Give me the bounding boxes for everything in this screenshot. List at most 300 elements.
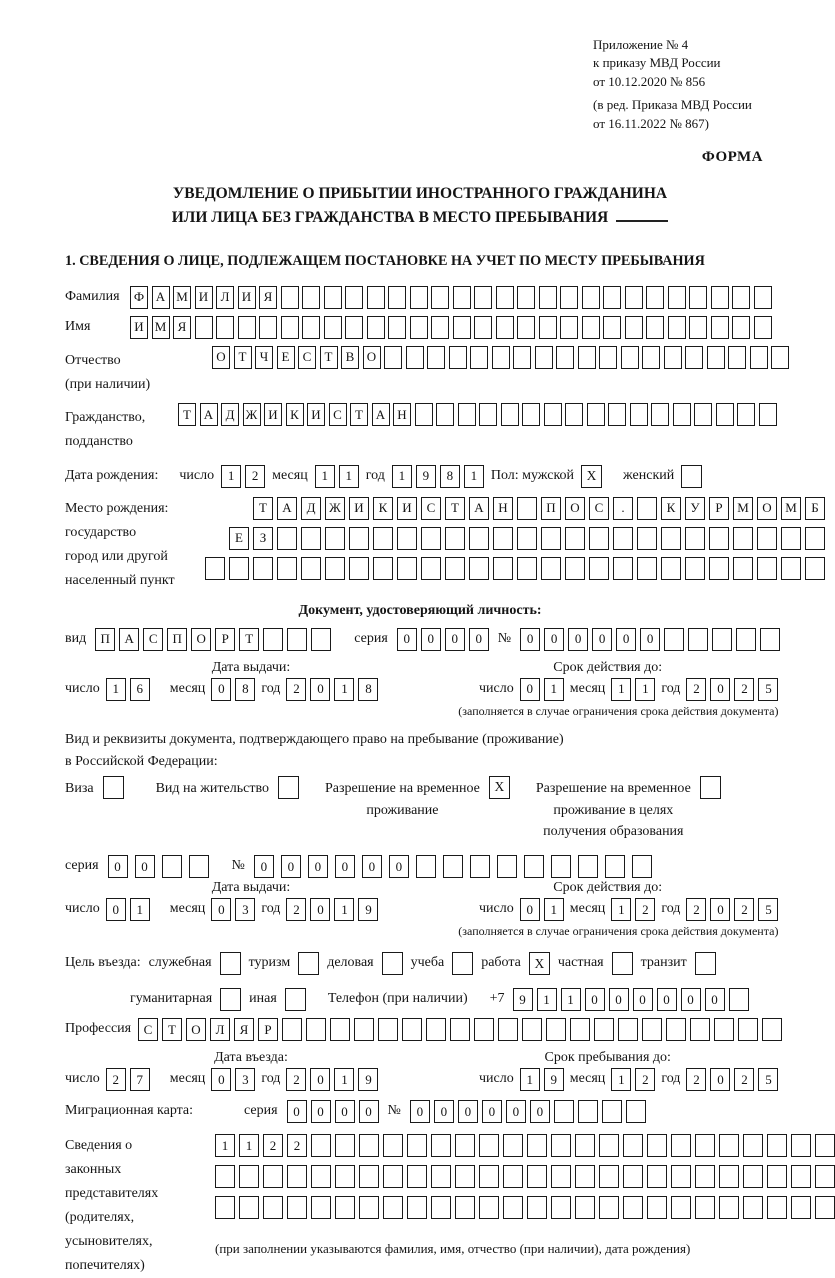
char-cell[interactable]: А	[277, 497, 297, 520]
char-cell[interactable]	[575, 1196, 595, 1219]
char-cell[interactable]	[599, 1134, 619, 1157]
char-cell[interactable]	[709, 527, 729, 550]
char-cell[interactable]	[560, 286, 578, 309]
char-cell[interactable]: 0	[681, 988, 701, 1011]
char-cell[interactable]	[517, 286, 535, 309]
char-cell[interactable]: 1	[334, 1068, 354, 1091]
char-cell[interactable]: 0	[616, 628, 636, 651]
char-cell[interactable]	[427, 346, 445, 369]
char-cell[interactable]: 1	[537, 988, 557, 1011]
char-cell[interactable]	[287, 628, 307, 651]
char-cell[interactable]	[743, 1134, 763, 1157]
char-cell[interactable]: Р	[709, 497, 729, 520]
char-cell[interactable]	[642, 1018, 662, 1041]
char-cell[interactable]	[578, 1100, 598, 1123]
char-cell[interactable]	[608, 403, 626, 426]
char-cell[interactable]	[527, 1196, 547, 1219]
char-cell[interactable]	[311, 1196, 331, 1219]
char-cell[interactable]: 0	[211, 898, 231, 921]
char-cell[interactable]	[767, 1134, 787, 1157]
char-cell[interactable]	[402, 1018, 422, 1041]
char-cell[interactable]: 2	[286, 898, 306, 921]
char-cell[interactable]: 0	[520, 898, 540, 921]
char-cell[interactable]	[503, 1165, 523, 1188]
char-cell[interactable]	[373, 527, 393, 550]
char-cell[interactable]	[815, 1196, 835, 1219]
char-cell[interactable]	[524, 855, 544, 878]
char-cell[interactable]: 1	[334, 898, 354, 921]
char-cell[interactable]: И	[349, 497, 369, 520]
char-cell[interactable]: 2	[106, 1068, 126, 1091]
char-cell[interactable]: Т	[178, 403, 196, 426]
char-cell[interactable]	[791, 1165, 811, 1188]
char-cell[interactable]	[582, 316, 600, 339]
char-cell[interactable]: 1	[544, 678, 564, 701]
char-cell[interactable]	[384, 346, 402, 369]
char-cell[interactable]	[707, 346, 725, 369]
char-cell[interactable]	[453, 286, 471, 309]
char-cell[interactable]	[458, 403, 476, 426]
char-cell[interactable]: Е	[229, 527, 249, 550]
char-cell[interactable]	[431, 286, 449, 309]
char-cell[interactable]: И	[307, 403, 325, 426]
char-cell[interactable]: У	[685, 497, 705, 520]
char-cell[interactable]	[605, 855, 625, 878]
char-cell[interactable]	[470, 346, 488, 369]
char-cell[interactable]: М	[781, 497, 801, 520]
char-cell[interactable]	[589, 557, 609, 580]
char-cell[interactable]	[738, 1018, 758, 1041]
char-cell[interactable]	[359, 1134, 379, 1157]
char-cell[interactable]	[383, 1165, 403, 1188]
char-cell[interactable]	[263, 628, 283, 651]
char-cell[interactable]: 2	[245, 465, 265, 488]
char-cell[interactable]	[253, 557, 273, 580]
char-cell[interactable]	[498, 1018, 518, 1041]
char-cell[interactable]	[743, 1165, 763, 1188]
char-cell[interactable]: П	[167, 628, 187, 651]
char-cell[interactable]: И	[195, 286, 213, 309]
char-cell[interactable]: 0	[310, 678, 330, 701]
char-cell[interactable]	[431, 316, 449, 339]
char-cell[interactable]	[239, 1196, 259, 1219]
char-cell[interactable]: А	[469, 497, 489, 520]
char-cell[interactable]	[301, 527, 321, 550]
char-cell[interactable]: 0	[657, 988, 677, 1011]
char-cell[interactable]	[496, 286, 514, 309]
char-cell[interactable]	[496, 316, 514, 339]
char-cell[interactable]	[407, 1196, 427, 1219]
char-cell[interactable]: Н	[493, 497, 513, 520]
char-cell[interactable]: А	[119, 628, 139, 651]
char-cell[interactable]	[281, 286, 299, 309]
char-cell[interactable]	[325, 557, 345, 580]
char-cell[interactable]: О	[757, 497, 777, 520]
char-cell[interactable]	[527, 1165, 547, 1188]
char-cell[interactable]: 6	[130, 678, 150, 701]
char-cell[interactable]: С	[589, 497, 609, 520]
char-cell[interactable]	[695, 1196, 715, 1219]
char-cell[interactable]	[513, 346, 531, 369]
char-cell[interactable]	[664, 346, 682, 369]
char-cell[interactable]: 1	[392, 465, 412, 488]
char-cell[interactable]: 9	[416, 465, 436, 488]
char-cell[interactable]	[431, 1134, 451, 1157]
char-cell[interactable]	[216, 316, 234, 339]
char-cell[interactable]	[712, 628, 732, 651]
char-cell[interactable]	[623, 1134, 643, 1157]
char-cell[interactable]	[474, 286, 492, 309]
char-cell[interactable]: 0	[710, 898, 730, 921]
char-cell[interactable]	[324, 316, 342, 339]
char-cell[interactable]	[301, 557, 321, 580]
char-cell[interactable]: М	[173, 286, 191, 309]
char-cell[interactable]	[453, 316, 471, 339]
char-cell[interactable]: Я	[173, 316, 191, 339]
char-cell[interactable]	[719, 1165, 739, 1188]
char-cell[interactable]	[455, 1165, 475, 1188]
char-cell[interactable]	[205, 557, 225, 580]
char-cell[interactable]	[714, 1018, 734, 1041]
char-cell[interactable]	[443, 855, 463, 878]
char-cell[interactable]	[277, 527, 297, 550]
char-cell[interactable]: 0	[592, 628, 612, 651]
char-cell[interactable]	[737, 403, 755, 426]
char-cell[interactable]: И	[397, 497, 417, 520]
char-cell[interactable]	[215, 1196, 235, 1219]
char-cell[interactable]: К	[373, 497, 393, 520]
char-cell[interactable]: 3	[235, 1068, 255, 1091]
char-cell[interactable]: К	[286, 403, 304, 426]
char-cell[interactable]: 5	[758, 678, 778, 701]
char-cell[interactable]	[668, 286, 686, 309]
char-cell[interactable]	[349, 527, 369, 550]
residence-permit-checkbox[interactable]	[278, 776, 299, 799]
purpose-transit-checkbox[interactable]	[695, 952, 716, 975]
char-cell[interactable]: 0	[530, 1100, 550, 1123]
char-cell[interactable]	[449, 346, 467, 369]
char-cell[interactable]: 0	[520, 628, 540, 651]
char-cell[interactable]: И	[238, 286, 256, 309]
char-cell[interactable]	[661, 527, 681, 550]
char-cell[interactable]	[373, 557, 393, 580]
char-cell[interactable]: 0	[281, 855, 301, 878]
char-cell[interactable]	[685, 527, 705, 550]
char-cell[interactable]: 2	[734, 898, 754, 921]
char-cell[interactable]	[599, 346, 617, 369]
char-cell[interactable]: 1	[315, 465, 335, 488]
char-cell[interactable]	[757, 557, 777, 580]
char-cell[interactable]: 0	[482, 1100, 502, 1123]
char-cell[interactable]	[302, 286, 320, 309]
female-checkbox[interactable]	[681, 465, 702, 488]
char-cell[interactable]: 1	[544, 898, 564, 921]
char-cell[interactable]: 1	[239, 1134, 259, 1157]
char-cell[interactable]: 0	[254, 855, 274, 878]
char-cell[interactable]	[501, 403, 519, 426]
char-cell[interactable]	[388, 286, 406, 309]
char-cell[interactable]	[551, 1134, 571, 1157]
char-cell[interactable]	[325, 527, 345, 550]
char-cell[interactable]	[805, 557, 825, 580]
char-cell[interactable]	[578, 346, 596, 369]
char-cell[interactable]	[589, 527, 609, 550]
char-cell[interactable]: Т	[320, 346, 338, 369]
char-cell[interactable]: Л	[210, 1018, 230, 1041]
char-cell[interactable]: 2	[263, 1134, 283, 1157]
char-cell[interactable]: 9	[544, 1068, 564, 1091]
char-cell[interactable]	[733, 527, 753, 550]
char-cell[interactable]	[578, 855, 598, 878]
char-cell[interactable]	[711, 316, 729, 339]
char-cell[interactable]	[503, 1196, 523, 1219]
char-cell[interactable]: Б	[805, 497, 825, 520]
char-cell[interactable]: Л	[216, 286, 234, 309]
char-cell[interactable]: Т	[234, 346, 252, 369]
char-cell[interactable]: 9	[358, 898, 378, 921]
char-cell[interactable]	[575, 1165, 595, 1188]
char-cell[interactable]	[517, 316, 535, 339]
char-cell[interactable]	[239, 1165, 259, 1188]
char-cell[interactable]	[388, 316, 406, 339]
char-cell[interactable]	[517, 497, 537, 520]
char-cell[interactable]	[671, 1165, 691, 1188]
char-cell[interactable]: 1	[221, 465, 241, 488]
char-cell[interactable]	[767, 1165, 787, 1188]
char-cell[interactable]: С	[143, 628, 163, 651]
char-cell[interactable]	[469, 527, 489, 550]
char-cell[interactable]	[630, 403, 648, 426]
char-cell[interactable]	[646, 286, 664, 309]
char-cell[interactable]	[539, 286, 557, 309]
char-cell[interactable]	[469, 557, 489, 580]
char-cell[interactable]	[195, 316, 213, 339]
char-cell[interactable]	[383, 1196, 403, 1219]
char-cell[interactable]: 0	[520, 678, 540, 701]
char-cell[interactable]: 8	[358, 678, 378, 701]
purpose-tourism-checkbox[interactable]	[298, 952, 319, 975]
char-cell[interactable]: 0	[287, 1100, 307, 1123]
char-cell[interactable]	[594, 1018, 614, 1041]
char-cell[interactable]	[345, 286, 363, 309]
char-cell[interactable]	[805, 527, 825, 550]
char-cell[interactable]	[470, 855, 490, 878]
char-cell[interactable]	[450, 1018, 470, 1041]
char-cell[interactable]	[709, 557, 729, 580]
char-cell[interactable]	[647, 1196, 667, 1219]
char-cell[interactable]	[732, 286, 750, 309]
char-cell[interactable]	[637, 497, 657, 520]
char-cell[interactable]: 0	[211, 1068, 231, 1091]
char-cell[interactable]	[623, 1165, 643, 1188]
char-cell[interactable]: З	[253, 527, 273, 550]
char-cell[interactable]	[646, 316, 664, 339]
char-cell[interactable]: 8	[235, 678, 255, 701]
char-cell[interactable]	[479, 1196, 499, 1219]
char-cell[interactable]	[664, 628, 684, 651]
char-cell[interactable]	[416, 855, 436, 878]
char-cell[interactable]: 0	[311, 1100, 331, 1123]
char-cell[interactable]	[781, 557, 801, 580]
char-cell[interactable]	[759, 403, 777, 426]
char-cell[interactable]: 2	[635, 1068, 655, 1091]
char-cell[interactable]: О	[363, 346, 381, 369]
char-cell[interactable]	[690, 1018, 710, 1041]
char-cell[interactable]: Н	[393, 403, 411, 426]
char-cell[interactable]	[694, 403, 712, 426]
char-cell[interactable]: Ж	[325, 497, 345, 520]
char-cell[interactable]: Ч	[255, 346, 273, 369]
char-cell[interactable]: И	[130, 316, 148, 339]
char-cell[interactable]	[263, 1196, 283, 1219]
char-cell[interactable]	[474, 1018, 494, 1041]
char-cell[interactable]: 1	[611, 678, 631, 701]
char-cell[interactable]: Т	[445, 497, 465, 520]
char-cell[interactable]	[647, 1165, 667, 1188]
char-cell[interactable]: 0	[633, 988, 653, 1011]
char-cell[interactable]: 2	[635, 898, 655, 921]
char-cell[interactable]	[407, 1165, 427, 1188]
char-cell[interactable]: Т	[350, 403, 368, 426]
char-cell[interactable]	[367, 316, 385, 339]
char-cell[interactable]	[527, 1134, 547, 1157]
char-cell[interactable]	[754, 316, 772, 339]
purpose-private-checkbox[interactable]	[612, 952, 633, 975]
char-cell[interactable]	[750, 346, 768, 369]
char-cell[interactable]	[603, 286, 621, 309]
visa-checkbox[interactable]	[103, 776, 124, 799]
char-cell[interactable]: Т	[162, 1018, 182, 1041]
char-cell[interactable]	[345, 316, 363, 339]
char-cell[interactable]: М	[733, 497, 753, 520]
char-cell[interactable]: Т	[253, 497, 273, 520]
char-cell[interactable]	[689, 286, 707, 309]
char-cell[interactable]	[757, 527, 777, 550]
char-cell[interactable]: А	[200, 403, 218, 426]
char-cell[interactable]	[771, 346, 789, 369]
char-cell[interactable]	[479, 1134, 499, 1157]
char-cell[interactable]	[603, 316, 621, 339]
char-cell[interactable]: 0	[335, 855, 355, 878]
char-cell[interactable]	[445, 557, 465, 580]
char-cell[interactable]	[522, 1018, 542, 1041]
char-cell[interactable]	[426, 1018, 446, 1041]
char-cell[interactable]	[729, 988, 749, 1011]
male-checkbox[interactable]: X	[581, 465, 602, 488]
char-cell[interactable]: Е	[277, 346, 295, 369]
char-cell[interactable]	[618, 1018, 638, 1041]
char-cell[interactable]: И	[264, 403, 282, 426]
char-cell[interactable]	[335, 1196, 355, 1219]
char-cell[interactable]	[582, 286, 600, 309]
char-cell[interactable]	[215, 1165, 235, 1188]
char-cell[interactable]: 0	[568, 628, 588, 651]
char-cell[interactable]	[287, 1196, 307, 1219]
char-cell[interactable]: 1	[611, 898, 631, 921]
char-cell[interactable]: 2	[686, 898, 706, 921]
char-cell[interactable]	[671, 1134, 691, 1157]
char-cell[interactable]: П	[541, 497, 561, 520]
char-cell[interactable]	[330, 1018, 350, 1041]
char-cell[interactable]	[560, 316, 578, 339]
char-cell[interactable]	[613, 557, 633, 580]
purpose-other-checkbox[interactable]	[285, 988, 306, 1011]
char-cell[interactable]	[570, 1018, 590, 1041]
char-cell[interactable]	[541, 527, 561, 550]
char-cell[interactable]	[668, 316, 686, 339]
char-cell[interactable]: Д	[301, 497, 321, 520]
char-cell[interactable]	[671, 1196, 691, 1219]
char-cell[interactable]	[695, 1134, 715, 1157]
char-cell[interactable]	[263, 1165, 283, 1188]
char-cell[interactable]	[551, 1165, 571, 1188]
char-cell[interactable]	[281, 316, 299, 339]
char-cell[interactable]	[565, 557, 585, 580]
char-cell[interactable]	[551, 1196, 571, 1219]
char-cell[interactable]: 2	[686, 1068, 706, 1091]
char-cell[interactable]: .	[613, 497, 633, 520]
char-cell[interactable]: 0	[397, 628, 417, 651]
char-cell[interactable]	[445, 527, 465, 550]
char-cell[interactable]: 2	[734, 1068, 754, 1091]
char-cell[interactable]: 0	[585, 988, 605, 1011]
char-cell[interactable]	[455, 1134, 475, 1157]
char-cell[interactable]	[415, 403, 433, 426]
char-cell[interactable]: П	[95, 628, 115, 651]
char-cell[interactable]	[349, 557, 369, 580]
char-cell[interactable]	[238, 316, 256, 339]
char-cell[interactable]: 2	[734, 678, 754, 701]
char-cell[interactable]	[359, 1165, 379, 1188]
char-cell[interactable]	[503, 1134, 523, 1157]
char-cell[interactable]: 2	[286, 678, 306, 701]
char-cell[interactable]	[575, 1134, 595, 1157]
char-cell[interactable]	[732, 316, 750, 339]
char-cell[interactable]: 1	[130, 898, 150, 921]
char-cell[interactable]	[587, 403, 605, 426]
temp-residence-checkbox[interactable]: X	[489, 776, 510, 799]
char-cell[interactable]: Я	[259, 286, 277, 309]
char-cell[interactable]: Р	[258, 1018, 278, 1041]
char-cell[interactable]: 0	[544, 628, 564, 651]
char-cell[interactable]	[421, 557, 441, 580]
char-cell[interactable]	[282, 1018, 302, 1041]
char-cell[interactable]	[406, 346, 424, 369]
char-cell[interactable]	[410, 316, 428, 339]
char-cell[interactable]: 3	[235, 898, 255, 921]
purpose-study-checkbox[interactable]	[452, 952, 473, 975]
char-cell[interactable]: 0	[710, 1068, 730, 1091]
char-cell[interactable]: 1	[520, 1068, 540, 1091]
char-cell[interactable]	[324, 286, 342, 309]
char-cell[interactable]: 1	[106, 678, 126, 701]
char-cell[interactable]: 1	[339, 465, 359, 488]
char-cell[interactable]	[637, 557, 657, 580]
char-cell[interactable]	[685, 557, 705, 580]
char-cell[interactable]	[728, 346, 746, 369]
char-cell[interactable]: 0	[469, 628, 489, 651]
char-cell[interactable]	[673, 403, 691, 426]
char-cell[interactable]: 1	[635, 678, 655, 701]
char-cell[interactable]: А	[372, 403, 390, 426]
char-cell[interactable]	[733, 557, 753, 580]
char-cell[interactable]	[397, 557, 417, 580]
char-cell[interactable]	[736, 628, 756, 651]
char-cell[interactable]: В	[341, 346, 359, 369]
char-cell[interactable]: 0	[434, 1100, 454, 1123]
char-cell[interactable]	[695, 1165, 715, 1188]
char-cell[interactable]	[383, 1134, 403, 1157]
